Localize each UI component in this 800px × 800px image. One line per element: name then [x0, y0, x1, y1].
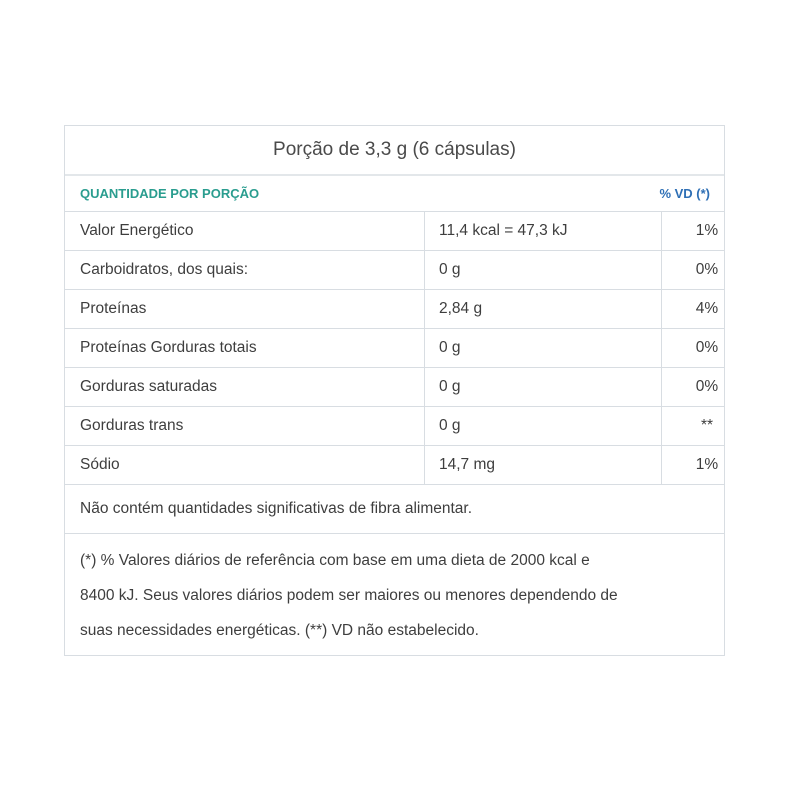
table-row — [65, 212, 724, 251]
header-quantity-label: QUANTIDADE POR PORÇÃO — [80, 186, 260, 201]
nutrient-name: Sódio — [65, 446, 425, 485]
nutrient-amount: 11,4 kcal = 47,3 kJ — [425, 212, 662, 251]
nutrient-amount: 0 g — [425, 407, 662, 446]
table-row — [65, 329, 724, 368]
serving-size-title: Porção de 3,3 g (6 cápsulas) — [65, 126, 724, 176]
footnote-line: 8400 kJ. Seus valores diários podem ser maiores ou menores dependendo de — [80, 587, 618, 604]
nutrient-amount: 2,84 g — [425, 290, 662, 329]
nutrient-name: Proteínas — [65, 290, 425, 329]
nutrient-amount: 0 g — [425, 329, 662, 368]
nutrient-vd: 0% — [662, 329, 725, 368]
nutrient-amount: 0 g — [425, 251, 662, 290]
fiber-note: Não contém quantidades significativas de fibra alimentar. — [65, 485, 724, 534]
footnote-line: (*) % Valores diários de referência com base em uma dieta de 2000 kcal e — [80, 552, 590, 569]
nutrient-name: Gorduras trans — [65, 407, 425, 446]
nutrient-name: Proteínas Gorduras totais — [65, 329, 425, 368]
nutrient-name: Carboidratos, dos quais: — [65, 251, 425, 290]
nutrient-vd: 1% — [662, 446, 725, 485]
nutrition-table — [65, 212, 724, 485]
nutrient-vd: 0% — [662, 251, 725, 290]
table-row — [65, 368, 724, 407]
nutrient-amount: 0 g — [425, 368, 662, 407]
nutrient-amount: 14,7 mg — [425, 446, 662, 485]
nutrient-vd: 0% — [662, 368, 725, 407]
nutrition-table-panel — [64, 125, 725, 656]
header-vd-label: % VD (*) — [659, 186, 710, 201]
nutrient-vd: ** — [662, 407, 725, 446]
table-row — [65, 407, 724, 446]
nutrient-name: Valor Energético — [65, 212, 425, 251]
table-row — [65, 290, 724, 329]
table-header — [65, 176, 724, 212]
footnote — [65, 534, 724, 655]
nutrient-vd: 4% — [662, 290, 725, 329]
table-row — [65, 446, 724, 485]
table-row — [65, 251, 724, 290]
nutrient-name: Gorduras saturadas — [65, 368, 425, 407]
footnote-line: suas necessidades energéticas. (**) VD não estabelecido. — [80, 622, 479, 639]
nutrient-vd: 1% — [662, 212, 725, 251]
